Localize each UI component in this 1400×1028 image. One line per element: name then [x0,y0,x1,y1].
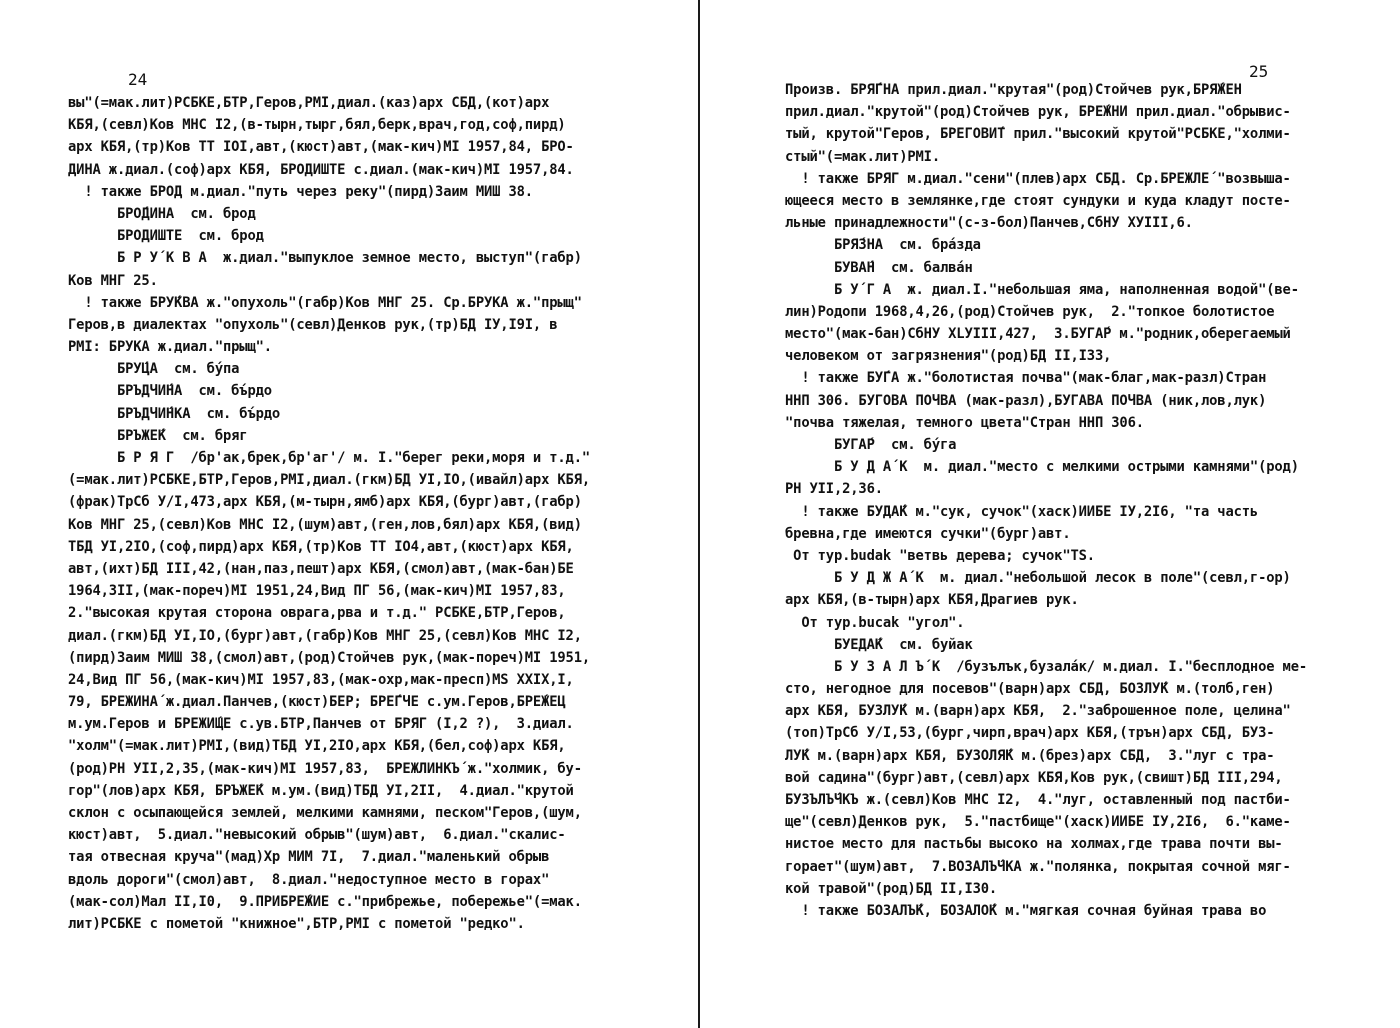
text-line: БУЗЪЛЪ́ЧКЪ ж.(севл)Ков МНС I2, 4."луг, оставленный под пастби- [785,792,1291,808]
text-line: ТБД УI,2IO,(соф,пирд)арх КБЯ,(тр)Ков ТТ IO4,авт,(кюст)арх КБЯ, [68,538,574,555]
text-line: БРУ́ЦА см. бу́па [68,361,240,378]
text-line: "почва тяжелая, темного цвета"Стран ННП 306. [785,414,1144,431]
text-line: стый"(=мак.лит)РМI. [785,148,940,165]
text-line: 79, БРЕЖИНА́ ж.диал.Панчев,(кюст)БЕР; БРЕ́ГЧЕ с.ум.Геров,БРЕ́ЖЕЦ [68,694,566,711]
page-text [785,79,1307,922]
text-line: бревна,где имеются сучки"(бург)авт. [785,525,1071,542]
text-line: (фрак)ТрСб У/I,473,арх КБЯ,(м-тырн,ямб)арх КБЯ,(бург)авт,(габр) [68,494,582,511]
text-line: Б У З А Л Ъ́ К /бузълък,бузала́к/ м.диал. I."бесплодное ме- [785,658,1308,675]
text-line: (топ)ТрСб У/I,53,(бург,чирп,врач)арх КБЯ,(трън)арх СБД, БУЗ- [785,725,1275,742]
text-line: Б Р У́ К В А ж.диал."выпуклое земное место, выступ"(габр) [68,250,582,267]
text-line: Ков МНГ 25,(севл)Ков МНС I2,(шум)авт,(ген,лов,бял)арх КБЯ,(вид) [68,516,582,533]
text-line: сто, негодное для посевов"(варн)арх СБД, БОЗЛУ́К м.(толб,ген) [785,681,1275,698]
text-line: вой садина"(бург)авт,(севл)арх КБЯ,Ков рук,(свишт)БД III,294, [785,769,1283,786]
text-line: ! также БРУ́КВА ж."опухоль"(габр)Ков МНГ 25. Ср.БРУКА ж."прыщ" [68,294,582,311]
text-line: ! также БРЯГ м.диал."сени"(плев)арх СБД. Ср.БРЕЖЛЕ́ "возвыша- [785,170,1291,187]
page-number: 25 [1249,62,1269,81]
text-line: Геров,в диалектах "опухоль"(севл)Денков рук,(тр)БД IУ,I9I, в [68,316,558,333]
text-line: место"(мак-бан)СбНУ ХLУIII,427, 3.БУГА́Р м."родник,оберегаемый [785,326,1291,343]
text-line: м.ум.Геров и БРЕЖИ́ЩЕ с.ув.БТР,Панчев от БРЯГ (I,2 ?), 3.диал. [68,716,574,733]
text-line: "холм"(=мак.лит)РМI,(вид)ТБД УI,2IO,арх КБЯ,(бел,соф)арх КБЯ, [68,738,566,755]
text-line: КБЯ,(севл)Ков МНС I2,(в-тырн,тырг,бял,берк,врач,год,соф,пирд) [68,117,566,134]
text-line: лит)РСБКЕ с пометой "книжное",БТР,РМI с пометой "редко". [68,915,525,932]
text-line: БУВА́Н см. балва́н [785,259,973,276]
text-line: (мак-сол)Мал II,I0, 9.ПРИБРЕ́ЖИЕ с."прибрежье, побережье"(=мак. [68,893,582,910]
text-line: (=мак.лит)РСБКЕ,БТР,Геров,РМI,диал.(гкм)БД УI,IO,(ивайл)арх КБЯ, [68,472,591,489]
text-line: 1964,3II,(мак-пореч)МI 1951,24,Вид ПГ 56,(мак-кич)МI 1957,83, [68,583,566,600]
text-line: (род)РН УII,2,35,(мак-кич)МI 1957,83, БРЕЖЛИНКЪ́ ж."холмик, бу- [68,760,582,777]
text-line: вдоль дороги"(смол)авт, 8.диал."недоступное место в горах" [68,871,550,888]
text-line: От тур.bucak "угол". [785,614,965,631]
text-line: Ков МНГ 25. [68,272,158,289]
text-line: (пирд)Заим МИШ 38,(смол)авт,(род)Стойчев рук,(мак-пореч)МI 1951, [68,649,591,666]
text-line: Б У Д А́ К м. диал."место с мелкими острыми камнями"(род) [785,459,1299,476]
left-page [0,0,698,1028]
text-line: Б Р Я Г /бр'ак,брек,бр'аг'/ м. I."берег реки,моря и т.д." [68,450,591,466]
text-line: БРЪДЧИ́НА см. бъ́рдо [68,383,272,400]
text-line: БРЪДЧИ́НКА см. бъ́рдо [68,405,281,422]
text-line: кой травой"(род)БД II,I30. [785,880,998,897]
text-line: ! также БРОД м.диал."путь через реку"(пирд)Заим МИШ 38. [68,183,533,200]
text-line: ! также БУДА́К м."сук, сучок"(хаск)ИИБЕ IУ,2I6, "та часть [785,503,1259,520]
text-line: РН УII,2,36. [785,481,883,498]
text-line: арх КБЯ,(тр)Ков ТТ IOI,авт,(кюст)авт,(мак-кич)МI 1957,84, БРО- [68,139,574,156]
text-line: БРЪЖЕ́К см. бряг [68,427,248,444]
text-line: Б У́ Г А ж. диал.I."небольшая яма, наполненная водой"(ве- [785,281,1299,298]
text-line: ! также БОЗАЛЪ́К, БОЗАЛО́К м."мягкая сочная буйная трава во [785,902,1267,919]
text-line: склон с осыпающейся землей, мелкими камнями, песком"Геров,(шум, [68,805,582,821]
text-line: 24,Вид ПГ 56,(мак-кич)МI 1957,83,(мак-охр,мак-пресп)МS XXIX,I, [68,671,574,688]
text-line: авт,(ихт)БД III,42,(нан,паз,пешт)арх КБЯ,(смол)авт,(мак-бан)БЕ [68,560,574,577]
text-line: ! также БУ́ГА ж."болотистая почва"(мак-благ,мак-разл)Стран [785,370,1267,387]
text-line: нистое место для пастьбы высоко на холмах,где трава почти вы- [785,836,1283,853]
text-line: вы"(=мак.лит)РСБКЕ,БТР,Геров,РМI,диал.(каз)арх СБД,(кот)арх [68,95,550,111]
text-line: 2."высокая крутая сторона оврага,рва и т.д." РСБКЕ,БТР,Геров, [68,605,566,622]
text-line: диал.(гкм)БД УI,IO,(бург)авт,(габр)Ков МНГ 25,(севл)Ков МНС I2, [68,627,582,644]
text-line: БРЯ́ЗНА см. бра́зда [785,237,981,254]
text-line: БРОДИШТЕ см. брод [68,228,264,245]
text-line: Произв. БРЯ́ГНА прил.диал."крутая"(род)Стойчев рук,БРЯ́ЖЕН [785,82,1242,98]
text-line: ще"(севл)Денков рук, 5."пастбище"(хаск)ИИБЕ IУ,2I6, 6."каме- [785,814,1291,831]
page-number: 24 [128,70,148,89]
text-line: человеком от загрязнения"(род)БД II,I33, [785,348,1112,365]
text-line: кюст)авт, 5.диал."невысокий обрыв"(шум)авт, 6.диал."скалис- [68,827,566,844]
text-line: гор"(лов)арх КБЯ, БРЪЖЕ́К м.ум.(вид)ТБД УI,2II, 4.диал."крутой [68,782,574,799]
text-line: арх КБЯ, БУЗЛУ́К м.(варн)арх КБЯ, 2."заброшенное поле, целина" [785,703,1291,720]
text-line: тая отвесная круча"(мад)Хр МИМ 7I, 7.диал."маленький обрыв [68,849,550,866]
text-line: От тур.budak "ветвь дерева; сучок"TS. [785,547,1095,564]
text-line: ющееся место в землянке,где стоят сундуки и куда кладут посте- [785,192,1291,209]
page-text [68,92,590,935]
text-line: тый, крутой"Геров, БРЕГОВИ́Т прил."высокий крутой"РСБКЕ,"холми- [785,126,1291,143]
text-line: ДИНА ж.диал.(соф)арх КБЯ, БРОДИШТЕ с.диал.(мак-кич)МI 1957,84. [68,161,574,178]
text-line: БУГА́Р см. бу́га [785,437,957,453]
text-line: арх КБЯ,(в-тырн)арх КБЯ,Драгиев рук. [785,592,1079,609]
text-line: БРО́ДИНА см. брод [68,205,256,222]
text-line: прил.диал."крутой"(род)Стойчев рук, БРЕ́ЖНИ прил.диал."обрывис- [785,104,1291,121]
text-line: ННП 306. БУГОВА ПОЧВА (мак-разл),БУГАВА ПОЧВА (ник,лов,лук) [785,392,1267,409]
text-line: лин)Родопи 1968,4,26,(род)Стойчев рук, 2."топкое болотистое [785,303,1275,320]
text-line: льные принадлежности"(с-з-бол)Панчев,СбНУ ХУIII,6. [785,215,1193,232]
text-line: РМI: БРУКА ж.диал."прыщ". [68,339,272,356]
text-line: горает"(шум)авт, 7.ВОЗАЛЪ́ЧКА ж."полянка, покрытая сочной мяг- [785,858,1291,875]
text-line: ЛУ́К м.(варн)арх КБЯ, БУЗОЛЯ́К м.(брез)арх СБД, 3."луг с тра- [785,747,1275,764]
right-page [700,0,1400,1028]
text-line: Б У Д Ж А́ К м. диал."небольшой лесок в поле"(севл,г-ор) [785,570,1291,587]
text-line: БУЕДА́К см. буйак [785,636,973,653]
